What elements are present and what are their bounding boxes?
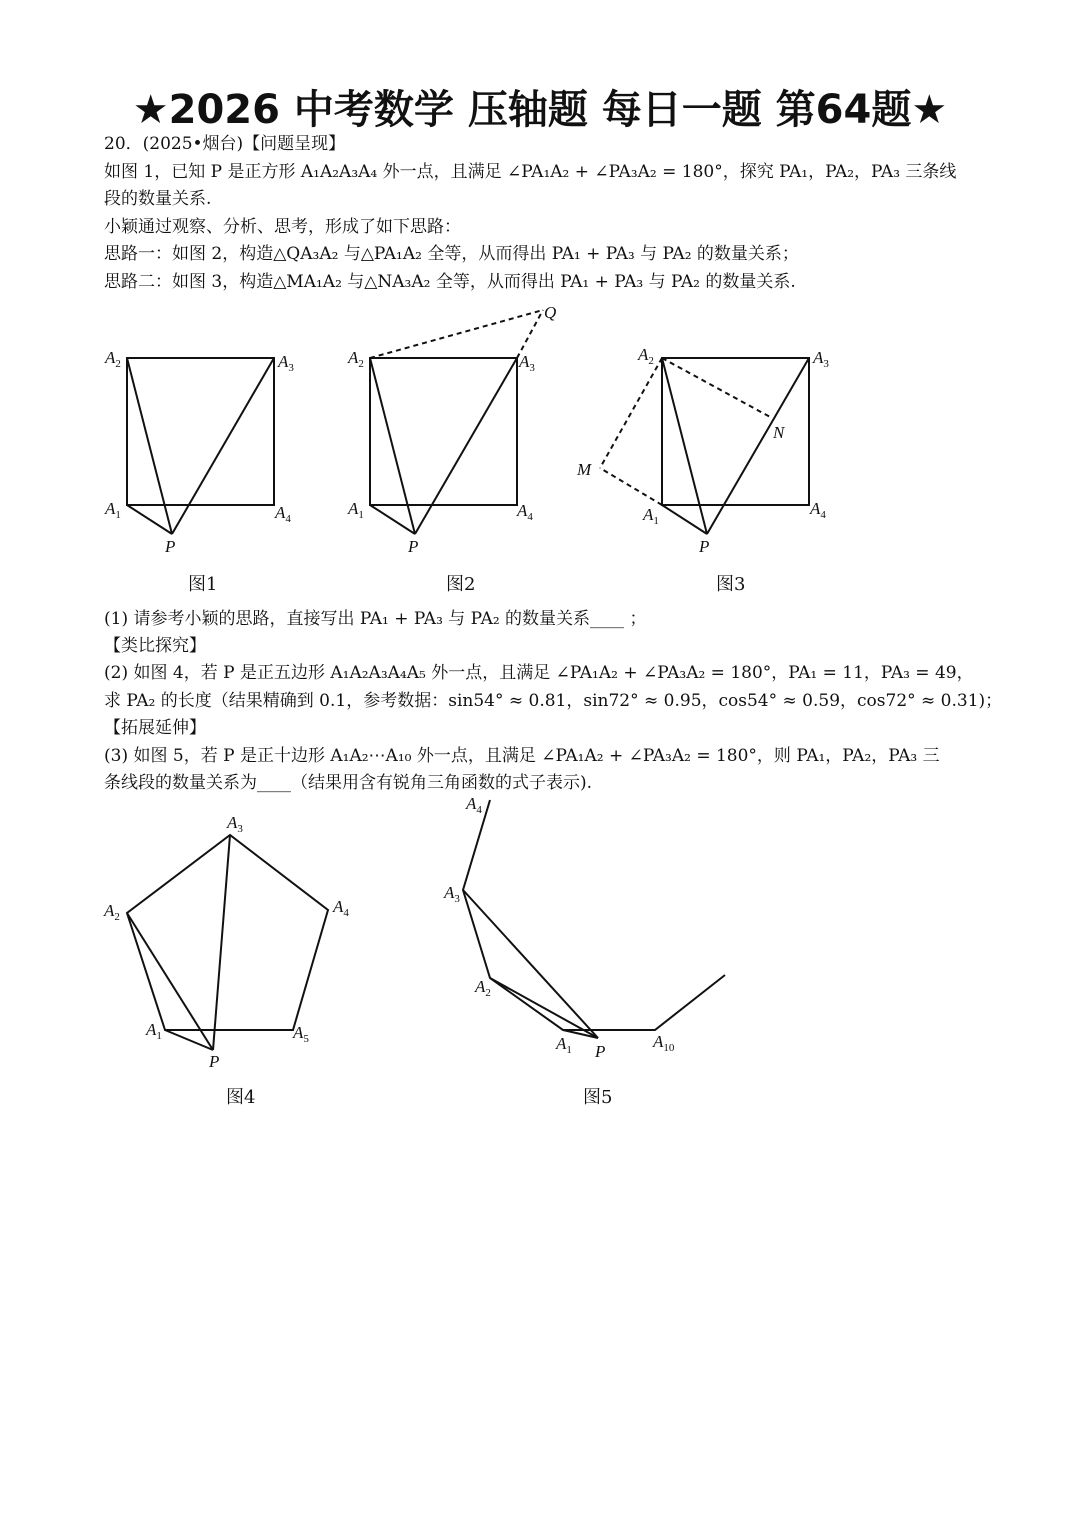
- fig1-label-A4: $A_4$: [275, 503, 291, 525]
- fig3-label-A1: $A_1$: [643, 505, 659, 527]
- fig1-label-A2: $A_2$: [105, 348, 121, 370]
- fig4-label-A1: $A_1$: [146, 1020, 162, 1042]
- fig1-label-P: P: [165, 537, 176, 556]
- fig4-label-A3: $A_3$: [227, 813, 243, 835]
- figure-4: [127, 835, 328, 1050]
- question-1: (1) 请参考小颖的思路，直接写出 PA₁ + PA₃ 与 PA₂ 的数量关系____ ；: [104, 609, 647, 629]
- figures-4-5: [95, 795, 755, 1080]
- figure-5: [463, 800, 725, 1038]
- fig3-label-A4: $A_4$: [810, 499, 826, 521]
- figure-1-caption: 图1: [188, 574, 218, 595]
- figures-1-3: [95, 300, 855, 570]
- figure-2-caption: 图2: [446, 574, 476, 595]
- fig3-label-M: M: [577, 460, 592, 479]
- page-title: ★2026 中考数学 压轴题 每日一题 第64题★: [132, 87, 948, 133]
- problem-intro-line-2: 段的数量关系.: [104, 189, 212, 209]
- fig5-label-A1: $A_1$: [556, 1034, 572, 1056]
- idea-2: 思路二：如图 3，构造△MA₁A₂ 与△NA₃A₂ 全等，从而得出 PA₁ + PA₃ 与 PA₂ 的数量关系.: [104, 272, 796, 292]
- fig5-label-P: P: [595, 1042, 606, 1061]
- problem-intro-line-1: 如图 1，已知 P 是正方形 A₁A₂A₃A₄ 外一点，且满足 ∠PA₁A₂ + ∠PA₃A₂ = 180°，探究 PA₁，PA₂，PA₃ 三条线: [104, 162, 957, 182]
- fig2-label-A1: $A_1$: [348, 499, 364, 521]
- fig3-label-N: N: [773, 423, 785, 442]
- fig2-label-A4: $A_4$: [517, 501, 533, 523]
- figure-1: [127, 358, 274, 534]
- section-extension: 【拓展延伸】: [104, 718, 206, 738]
- question-3-line-1: (3) 如图 5，若 P 是正十边形 A₁A₂⋯A₁₀ 外一点，且满足 ∠PA₁A₂ + ∠PA₃A₂ = 180°，则 PA₁，PA₂，PA₃ 三: [104, 746, 940, 766]
- problem-header: 20．(2025•烟台)【问题呈现】: [104, 134, 346, 154]
- fig5-label-A10: $A_{10}$: [653, 1032, 675, 1054]
- fig4-label-A2: $A_2$: [104, 901, 120, 923]
- question-3-line-2: 条线段的数量关系为____（结果用含有锐角三角函数的式子表示).: [104, 773, 593, 793]
- fig4-label-P: P: [209, 1052, 220, 1071]
- fig2-label-A3: $A_3$: [519, 352, 535, 374]
- fig4-label-A4: $A_4$: [333, 897, 349, 919]
- figure-3: [600, 358, 809, 534]
- fig1-label-A3: $A_3$: [278, 352, 294, 374]
- figure-5-caption: 图5: [583, 1087, 613, 1108]
- figure-3-caption: 图3: [716, 574, 746, 595]
- section-analogy: 【类比探究】: [104, 636, 206, 656]
- fig2-label-A2: $A_2$: [348, 348, 364, 370]
- fig5-label-A2: $A_2$: [475, 977, 491, 999]
- idea-lead: 小颖通过观察、分析、思考，形成了如下思路：: [104, 217, 461, 237]
- fig5-label-A3: $A_3$: [444, 883, 460, 905]
- question-2-line-1: (2) 如图 4，若 P 是正五边形 A₁A₂A₃A₄A₅ 外一点，且满足 ∠PA₁A₂ + ∠PA₃A₂ = 180°，PA₁ = 11，PA₃ = 49，: [104, 663, 974, 683]
- fig3-label-A3: $A_3$: [813, 348, 829, 370]
- fig3-label-A2: $A_2$: [638, 345, 654, 367]
- fig3-label-P: P: [699, 537, 710, 556]
- fig1-label-A1: $A_1$: [105, 499, 121, 521]
- fig2-label-Q: Q: [544, 303, 557, 322]
- idea-1: 思路一：如图 2，构造△QA₃A₂ 与△PA₁A₂ 全等，从而得出 PA₁ + PA₃ 与 PA₂ 的数量关系；: [104, 244, 799, 264]
- fig2-label-P: P: [408, 537, 419, 556]
- question-2-line-2: 求 PA₂ 的长度（结果精确到 0.1，参考数据：sin54° ≈ 0.81，sin72° ≈ 0.95，cos54° ≈ 0.59，cos72° ≈ 0.31)；: [104, 691, 1003, 711]
- figure-4-caption: 图4: [226, 1087, 256, 1108]
- fig5-label-A4: $A_4$: [466, 795, 482, 816]
- fig4-label-A5: $A_5$: [293, 1023, 309, 1045]
